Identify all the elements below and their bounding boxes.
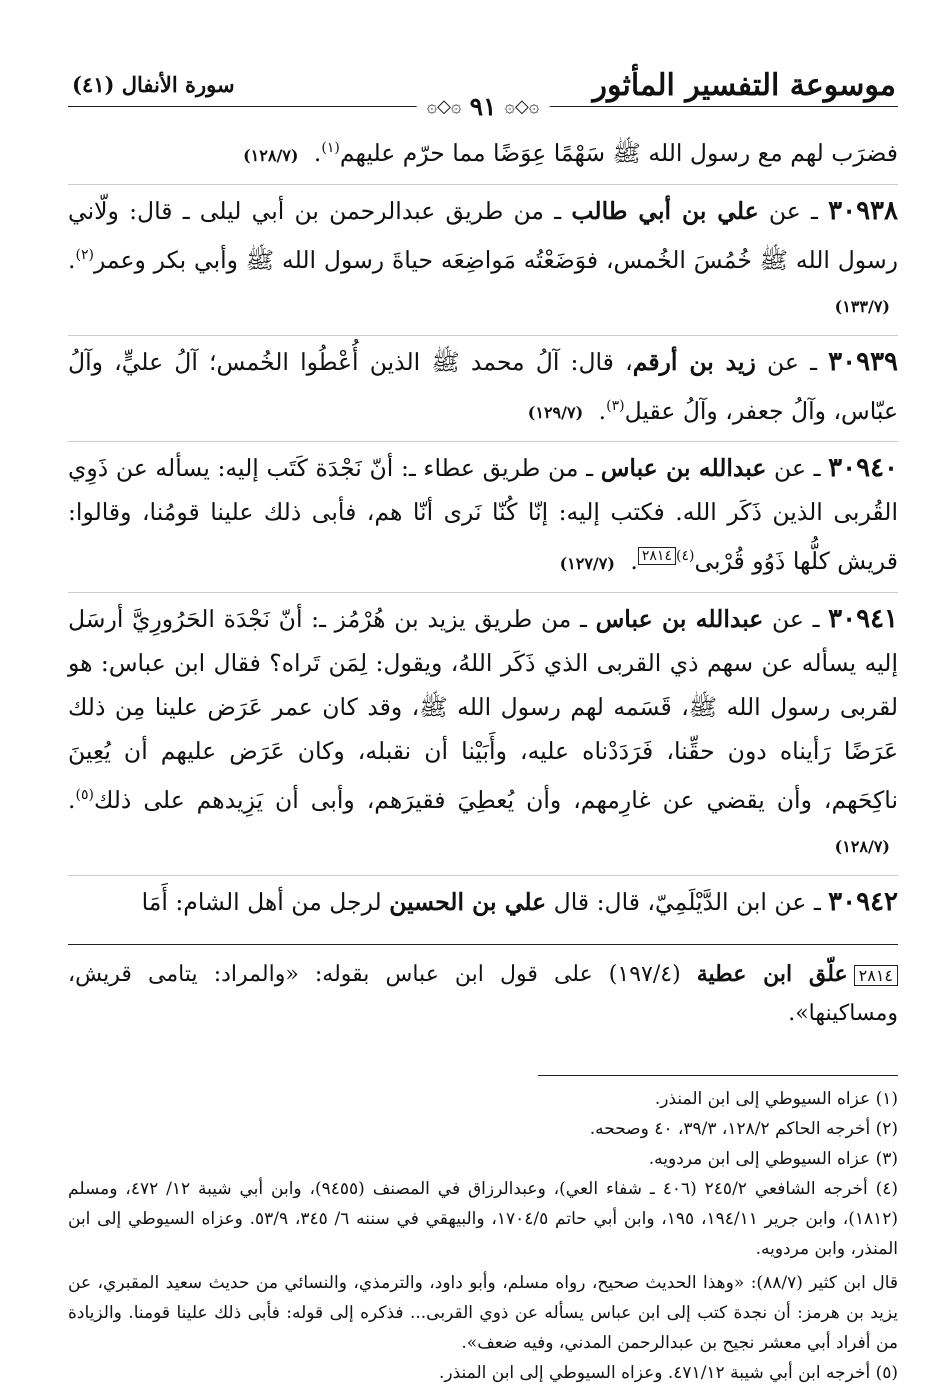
source-reference: (١٢٨/٧) [834,837,890,857]
narrator: علي بن الحسين [389,888,547,917]
footnote-marker: (٥) [75,787,94,804]
entry-number: ٣٠٩٤٠ [828,453,898,484]
entry-number: ٣٠٩٤٢ [828,887,898,918]
commentary-box-marker: ٢٨١٤ [638,547,676,565]
entry-text: ـ من طريق عبدالرحمن بن أبي ليلى ـ قال: ولّاني رسول الله ﷺ خُمُسَ الخُمس، فوَضَعْتُه مَواضِعَه حياةَ رسول الله ﷺ وأبي بكر وعمر [68,196,898,274]
footnote-item: (٣) عزاه السيوطي إلى ابن مردويه. [648,1149,898,1170]
commentary-lead: علّق ابن عطية [696,961,848,988]
entry-prefix: ـ عن [758,196,829,225]
surah-label: سورة الأنفال (٤١) [72,72,235,97]
entry-text: ـ من طريق يزيد بن هُرْمُز ـ: أنّ نَجْدَة الحَرُورِيَّ أرسَل إليه يسأله عن سهم ذي القربى الذي ذَكَر اللهُ، ويقول: لِمَن تَراه؟ فقال ابن عباس: هو لقربى رسول الله ﷺ، قَسَمه لهم رسول الله ﷺ، وقد كان عمر عَرَض علينا مِن ذلك عَرَضًا رَأيناه دون حقِّنا، فَرَدَدْناه عليه، وأَبَيْنا أن نقبله، وكان عَرَض عليهم أن يُعِينَ ناكِحَهم، وأن يقضي عن غارِمهم، وأن يُعطِيَ فقيرَهم، وأبى أن يَزِيدهم على ذلك [68,605,898,815]
commentary-box-number: ٢٨١٤ [854,965,898,986]
footnote-marker: (٢) [75,246,94,263]
source-reference: (١٣٣/٧) [834,296,890,316]
book-title: موسوعة التفسير المأثور [592,68,896,103]
entry-prefix: ـ عن [755,347,829,376]
entry-prefix: ـ عن ابن الدَّيْلَمِيّ، قال: قال [546,888,829,917]
commentary-note [68,945,898,1033]
footnote-item: (١) عزاه السيوطي إلى ابن المنذر. [654,1089,898,1110]
book-page [68,62,898,1388]
entry-number: ٣٠٩٤١ [828,604,898,635]
hadith-entry [68,876,898,930]
narrator: زيد بن أرقم [632,347,756,376]
entry-text: ـ من طريق عطاء ـ: أنّ نَجْدَة كَتَب إليه: يسأله عن ذَوِي القُربى الذين ذَكَر الله. فكتب إليه: إنّا كُنّا نَرى أنّا هم، فأبى ذلك علينا قومُنا، وقالوا: قريش كلُّها ذَوُو قُرْبى [68,454,898,576]
footnotes [68,1076,898,1388]
narrator: علي بن أبي طالب [571,196,759,225]
footnote-marker: (٤) [675,548,695,565]
entry-number: ٣٠٩٣٩ [828,346,898,377]
footnote-item: (٢) أخرجه الحاكم ١٢٨/٢، ٣٩/٣، ٤٠ وصححه. [589,1119,898,1140]
main-text [68,122,898,930]
ornament-right-icon: ۞◇۞ [504,96,540,117]
ornament-left-icon: ۞◇۞ [426,96,462,117]
source-reference: (١٢٨/٧) [243,145,299,165]
source-reference: (١٢٩/٧) [527,403,584,423]
source-reference: (١٢٧/٧) [559,554,615,574]
hadith-entry: ٣٠٩٤٠ ـ عن عبدالله بن عباس ـ من طريق عطاء ـ: أنّ نَجْدَة كَتَب إليه: يسأله عن ذَوِي القُربى الذين ذَكَر الله. فكتب إليه: إنّا كُنّا نَرى أنّا هم، فأبى ذلك علينا قومُنا، وقالوا: قريش كلُّها ذَوُو قُرْبى$^{(٤)٢٨١٤}$. (١٢٧/٧) [68,442,898,593]
page-number: ٩١ [469,92,497,121]
footnote-item: قال ابن كثير (٨٨/٧): «وهذا الحديث صحيح، رواه مسلم، وأبو داود، والترمذي، والنسائي من حديث سعيد المقبري، عن يزيد بن هرمز: أن نجدة كتب إلى ابن عباس يسأله عن ذوي القربى... فذكره إلى قوله: فأبى ذلك علينا قومنا. والزيادة من أفراد أبي معشر نجيح بن عبدالرحمن المدني، وفيه ضعف». [68,1273,899,1354]
hadith-entry: ٣٠٩٤١ ـ عن عبدالله بن عباس ـ من طريق يزيد بن هُرْمُز ـ: أنّ نَجْدَة الحَرُورِيَّ أرسَل إليه يسأله عن سهم ذي القربى الذي ذَكَر اللهُ، ويقول: لِمَن تَراه؟ فقال ابن عباس: هو لقربى رسول الله ﷺ، قَسَمه لهم رسول الله ﷺ، وقد كان عمر عَرَض علينا مِن ذلك عَرَضًا رَأيناه دون حقِّنا، فَرَدَدْناه عليه، وأَبَيْنا أن نقبله، وكان عَرَض عليهم أن يُعِينَ ناكِحَهم، وأن يقضي عن غارِمهم، وأن يُعطِيَ فقيرَهم، وأبى أن يَزِيدهم على ذلك$^{(٥)}$. (١٢٨/٧) [68,593,898,876]
hadith-entry: ٣٠٩٣٨ ـ عن علي بن أبي طالب ـ من طريق عبدالرحمن بن أبي ليلى ـ قال: ولّاني رسول الله ﷺ خُمُسَ الخُمس، فوَضَعْتُه مَواضِعَه حياةَ رسول الله ﷺ وأبي بكر وعمر$^{(٢)}$. (١٣٣/٧) [68,185,898,336]
opening-paragraph: فضرَب لهم مع رسول الله ﷺ سَهْمًا عِوَضًا مما حرّم عليهم$^{(١)}$. (١٢٨/٧) [68,122,898,185]
narrator: عبدالله بن عباس [600,454,767,483]
narrator: عبدالله بن عباس [595,605,764,634]
footnote-item: (٤) أخرجه الشافعي ٢٤٥/٢ (٤٠٦ ـ شفاء العي)، وعبدالرزاق في المصنف (٩٤٥٥)، وابن أبي شيبة ١٢/ ٤٧٢، ومسلم (١٨١٢)، وابن جرير ١٩٤/١١، ١٩٥، وابن أبي حاتم ١٧٠٤/٥، والبيهقي في سننه ٦/ ٣٤٥، ٥٣/٩. وعزاه السيوطي إلى ابن المنذر، وابن مردويه. [68,1179,899,1260]
footnote-marker: (١) [321,140,340,156]
entry-text: لرجل من أهل الشام: أَمَا [141,888,390,917]
entry-number: ٣٠٩٣٨ [828,195,898,226]
footnote-marker: (٣) [606,397,625,414]
page-number-block [417,92,550,121]
footnote-item: (٥) أخرجه ابن أبي شيبة ٤٧١/١٢. وعزاه السيوطي إلى ابن المنذر. [438,1363,898,1384]
entry-text: ، قال: آلُ محمد ﷺ الذين أُعْطُوا الخُمس؛ آلُ عليٍّ، وآلُ عبّاس، وآلُ جعفر، وآلُ عقيل [68,347,898,425]
opening-text: فضرَب لهم مع رسول الله ﷺ سَهْمًا عِوَضًا مما حرّم عليهم [339,138,898,167]
entry-prefix: ـ عن [766,454,829,483]
commentary-text: (١٩٧/٤) على قول ابن عباس بقوله: «والمراد: يتامى قريش، ومساكينها». [68,962,898,1027]
page-header [68,62,898,122]
hadith-entry: ٣٠٩٣٩ ـ عن زيد بن أرقم، قال: آلُ محمد ﷺ الذين أُعْطُوا الخُمس؛ آلُ عليٍّ، وآلُ عبّاس، وآلُ جعفر، وآلُ عقيل$^{(٣)}$. (١٢٩/٧) [68,336,898,443]
entry-prefix: ـ عن [763,605,829,634]
